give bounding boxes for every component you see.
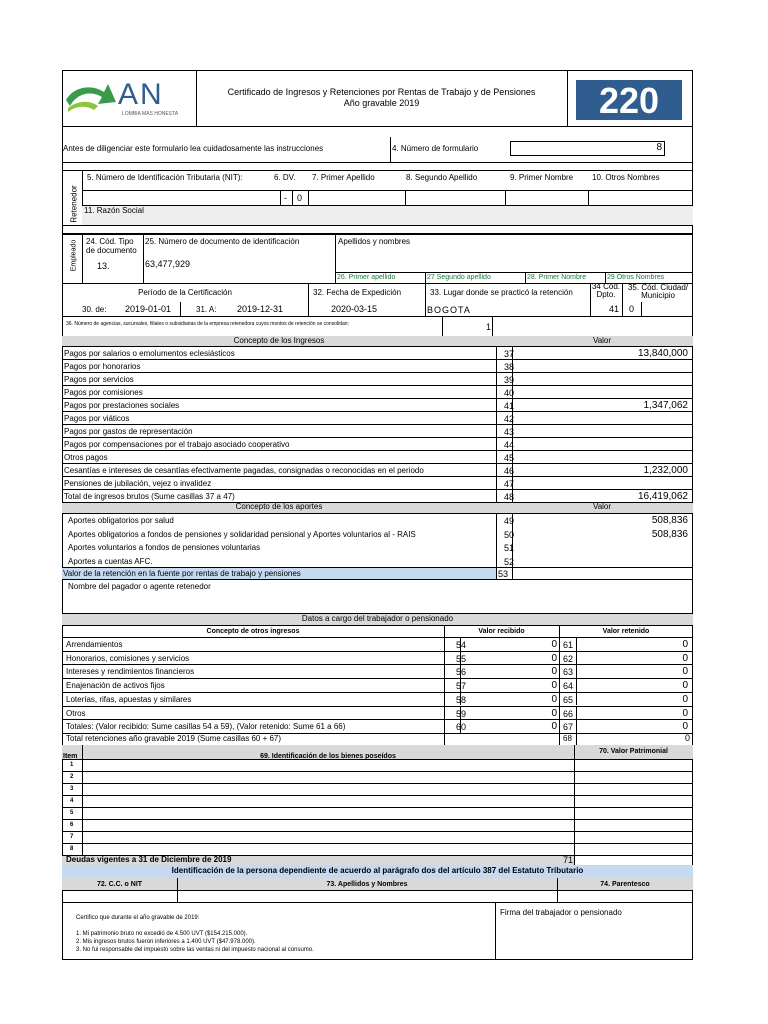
ingreso-row: [62, 385, 692, 398]
aporte-value[interactable]: 508,836: [651, 528, 688, 540]
ingreso-value[interactable]: 1,347,062: [643, 400, 688, 411]
dependiente-cc-header: 72. C.C. o NIT: [96, 881, 143, 888]
otro-ingreso-row: [62, 692, 692, 705]
otro-recibido-num: 59: [455, 708, 466, 719]
bien-row: [62, 759, 692, 771]
dependiente-title: Identificación de la persona dependiente de acuerdo al parágrafo dos del artículo 387 del Estatuto Tributario: [171, 866, 584, 875]
empleado-side-label: Empleado: [70, 239, 78, 272]
dpto-value[interactable]: 41: [609, 304, 620, 314]
ingreso-value[interactable]: 1,232,000: [643, 465, 688, 476]
firma-label: Firma del trabajador o pensionado: [500, 908, 622, 917]
ciudad-label: 35. Cód. Ciudad/ Municipio: [627, 283, 689, 301]
otro-ingreso-row: [62, 651, 692, 664]
ingreso-value[interactable]: 13,840,000: [637, 348, 688, 359]
otro-recibido-num: 56: [455, 667, 466, 678]
tipo-doc-label: 24. Cód. Tipo de documento: [86, 237, 137, 255]
bien-row: [62, 843, 692, 855]
ingreso-value[interactable]: 16,419,062: [637, 491, 688, 502]
dependiente-parentesco-header: 74. Parentesco: [600, 881, 650, 888]
ingresos-valor-header: Valor: [592, 336, 612, 345]
otro-ingreso-label: Totales: (Valor recibido: Sume casillas 54 a 59), (Valor retenido: Sume 61 a 66): [66, 722, 346, 732]
otro-recibido-num: 60: [455, 722, 466, 733]
ingreso-row: [62, 346, 692, 359]
otro-retenido-num: 63: [563, 667, 574, 678]
ingreso-label: Pagos por compensaciones por el trabajo asociado cooperativo: [64, 440, 290, 449]
ingreso-num: 45: [503, 453, 514, 463]
fecha-expedicion-label: 32. Fecha de Expedición: [313, 288, 402, 297]
otro-ingreso-row: [62, 664, 692, 677]
otros-retenido-header: Valor retenido: [602, 628, 650, 635]
aporte-num: 49: [503, 516, 514, 526]
logo-subtitle: LOMBIA MÁS HONESTA: [122, 111, 179, 117]
ingreso-label: Pagos por servicios: [64, 375, 134, 384]
formulario-value: 8: [656, 142, 662, 153]
otros-recibido-header: Valor recibido: [478, 628, 525, 635]
bien-item-num: 1: [70, 762, 74, 768]
ingreso-num: 38: [503, 362, 514, 372]
ingreso-num: 44: [503, 440, 514, 450]
logo-text: AN: [118, 78, 164, 111]
ingreso-label: Otros pagos: [64, 453, 108, 462]
aporte-row: [62, 554, 692, 567]
bien-item-num: 6: [70, 822, 74, 828]
ingreso-row: [62, 372, 692, 385]
form-title: Certificado de Ingresos y Retenciones por Rentas de Trabajo y de Pensiones: [227, 87, 536, 97]
aporte-value[interactable]: 508,836: [651, 515, 688, 526]
otro-recibido-value[interactable]: 0: [551, 707, 557, 719]
otro-recibido-value[interactable]: 0: [551, 693, 557, 705]
bien-item-num: 7: [70, 834, 74, 840]
total-retenciones-label: Total retenciones año gravable 2019 (Sume casillas 60 + 67): [66, 734, 282, 743]
agencias-label: 36. Número de agencias, sucursales, filiales o subsidiarias de la empresa retenedora cuyos montos de retención se consolidan:: [66, 321, 349, 327]
deudas-num: 71: [563, 855, 574, 865]
sub28-label: 28. Primer Nombre: [527, 274, 587, 281]
total-retenciones-value[interactable]: 0: [684, 733, 690, 743]
ingreso-label: Pagos por salarios o emolumentos eclesiásticos: [64, 349, 235, 358]
nit-dash: -: [284, 193, 287, 203]
bien-row: [62, 819, 692, 831]
aporte-num: 51: [503, 543, 514, 553]
otro-recibido-value[interactable]: 0: [551, 666, 557, 678]
otro-retenido-num: 64: [563, 681, 574, 692]
num-doc-value[interactable]: 63,477,929: [145, 259, 191, 269]
otros-concepto-header: Concepto de otros ingresos: [206, 628, 300, 635]
otro-ingreso-row: [62, 706, 692, 719]
certifico-item-1: 1. Mi patrimonio bruto no excedió de 4.500 UVT ($154.215.000).: [76, 931, 248, 937]
aportes-header: Concepto de los aportes: [235, 502, 323, 511]
retenedor-side-label: Retenedor: [69, 185, 79, 223]
ingreso-num: 40: [503, 388, 514, 398]
otro-ingreso-label: Honorarios, comisiones y servicios: [66, 653, 190, 663]
instructions-text: Antes de diligenciar este formulario lea cuidadosamente las instrucciones: [63, 144, 324, 153]
ingreso-label: Pagos por prestaciones sociales: [64, 401, 180, 410]
ingreso-label: Total de ingresos brutos (Sume casillas 37 a 47): [64, 492, 235, 501]
bien-row: [62, 807, 692, 819]
otro-ingreso-label: Otros: [66, 708, 86, 718]
logo: [64, 78, 194, 122]
otro-retenido-value[interactable]: 0: [682, 721, 688, 733]
certifico-item-2: 2. Mis ingresos brutos fueron inferiores a 1.400 UVT ($47.978.000).: [76, 939, 256, 945]
ingreso-row: [62, 463, 692, 476]
certifico-item-3: 3. No fui responsable del impuesto sobre las ventas ni del impuesto nacional al consumo.: [76, 947, 314, 953]
lugar-label: 33. Lugar donde se practicó la retención: [430, 288, 573, 297]
nit-label: 5. Número de Identificación Tributaria (NIT):: [87, 173, 243, 182]
ingreso-label: Pagos por gastos de representación: [64, 427, 193, 436]
bien-row: [62, 783, 692, 795]
aporte-num: 50: [503, 529, 514, 540]
otro-recibido-num: 57: [455, 681, 466, 692]
otro-ingreso-label: Enajenación de activos fijos: [66, 681, 165, 691]
bienes-item-header: Item: [63, 753, 78, 760]
ingreso-num: 42: [503, 414, 514, 424]
tipo-doc-value[interactable]: 13.: [97, 261, 110, 271]
otro-recibido-value[interactable]: 0: [551, 639, 557, 650]
otro-ingreso-label: Arrendamientos: [66, 640, 123, 649]
ingreso-num: 46: [503, 466, 514, 476]
form-number-badge: [576, 80, 682, 120]
retencion-label: Valor de la retención en la fuente por rentas de trabajo y pensiones: [63, 569, 301, 578]
otro-recibido-num: 58: [455, 694, 466, 705]
periodo-de-value[interactable]: 2019-01-01: [125, 304, 172, 314]
formulario-label: 4. Número de formulario: [392, 144, 479, 153]
otro-retenido-num: 61: [563, 640, 574, 650]
ingreso-label: Pagos por comisiones: [64, 388, 143, 397]
pagador-label: Nombre del pagador o agente retenedor: [68, 582, 211, 591]
num-doc-label: 25. Número de documento de identificación: [145, 237, 300, 246]
otro-ingreso-label: Intereses y rendimientos financieros: [66, 667, 195, 677]
otro-ingreso-row: [62, 678, 692, 691]
certifico-intro: Certifico que durante el año gravable de 2019:: [76, 915, 200, 921]
aportes-valor-header: Valor: [592, 502, 612, 511]
bien-item-num: 8: [70, 846, 74, 852]
razon-social-label: 11. Razón Social: [84, 206, 144, 215]
ingreso-num: 41: [503, 401, 514, 411]
periodo-a-value[interactable]: 2019-12-31: [237, 304, 284, 314]
agencias-value[interactable]: 1: [486, 322, 492, 332]
dv-value[interactable]: 0: [297, 193, 303, 203]
bienes-valor-header: 70. Valor Patrimonial: [599, 748, 668, 755]
otro-retenido-num: 66: [563, 708, 574, 719]
otro-ingreso-row: [62, 719, 692, 732]
ingreso-row: [62, 476, 692, 489]
otro-recibido-num: 54: [455, 640, 466, 650]
apellido1-label: 7. Primer Apellido: [312, 173, 375, 182]
bien-item-num: 5: [70, 810, 74, 816]
form-number: 220: [598, 80, 660, 121]
otro-retenido-value[interactable]: 0: [682, 652, 688, 664]
apellido2-label: 8. Segundo Apellido: [406, 173, 478, 182]
aporte-label: Aportes voluntarios a fondos de pensiones voluntarias: [68, 543, 261, 552]
deudas-label: Deudas vigentes a 31 de Diciembre de 2019: [66, 855, 232, 864]
dv-label: 6. DV.: [274, 173, 296, 182]
aporte-label: Aportes a cuentas AFC.: [68, 556, 153, 566]
ingreso-row: [62, 398, 692, 411]
aporte-row: [62, 513, 692, 526]
aporte-label: Aportes obligatorios a fondos de pensiones y solidaridad pensional y Aportes voluntarios al - RAIS: [68, 529, 416, 539]
otro-retenido-num: 67: [563, 722, 574, 733]
periodo-de-label: 30. de:: [82, 305, 107, 314]
dpto-label: 34 Cód. Dpto.: [591, 282, 621, 300]
bien-item-num: 3: [70, 786, 74, 792]
ingreso-num: 43: [503, 427, 514, 437]
bien-item-num: 2: [70, 774, 74, 780]
sub26-label: 26. Primer apellido: [337, 274, 396, 281]
sub29-label: 29 Otros Nombres: [607, 274, 665, 281]
otro-retenido-num: 62: [563, 653, 574, 664]
otro-ingreso-label: Loterías, rifas, apuestas y similares: [66, 694, 192, 704]
ingreso-label: Pagos por viáticos: [64, 414, 130, 423]
ingreso-row: [62, 424, 692, 437]
sub27-label: 27 Segundo apellido: [427, 274, 491, 281]
ciudad-value[interactable]: 0: [629, 304, 635, 314]
otro-retenido-num: 65: [563, 694, 574, 705]
otro-recibido-value[interactable]: 0: [551, 721, 557, 733]
ingreso-row: [62, 411, 692, 424]
periodo-a-label: 31. A:: [196, 305, 217, 314]
retencion-num: 53: [498, 569, 509, 579]
bien-row: [62, 795, 692, 807]
ingreso-label: Cesantías e intereses de cesantías efectivamente pagadas, consignadas o reconocidas en el periodo: [64, 466, 424, 475]
bien-row: [62, 771, 692, 783]
ingreso-num: 37: [503, 349, 514, 359]
ingreso-row: [62, 489, 692, 502]
otros-section-title: Datos a cargo del trabajador o pensionado: [301, 614, 454, 623]
aporte-num: 52: [503, 556, 514, 567]
periodo-label: Período de la Certificación: [138, 288, 232, 297]
form-year: Año gravable 2019: [343, 98, 420, 108]
nombres-label: Apellidos y nombres: [338, 237, 411, 246]
aporte-label: Aportes obligatorios por salud: [68, 516, 174, 525]
otro-retenido-value[interactable]: 0: [682, 666, 688, 678]
otro-retenido-value[interactable]: 0: [682, 707, 688, 719]
lugar-value[interactable]: BOGOTA: [427, 305, 471, 315]
bien-item-num: 4: [70, 798, 74, 804]
bienes-ident-header: 69. Identificación de los bienes poseídos: [260, 753, 396, 760]
ingreso-row: [62, 437, 692, 450]
ingreso-num: 39: [503, 375, 514, 385]
otro-ingreso-row: [62, 637, 692, 650]
otro-retenido-value[interactable]: 0: [682, 639, 688, 650]
otro-retenido-value[interactable]: 0: [682, 693, 688, 705]
otro-retenido-value[interactable]: 0: [682, 680, 688, 692]
total-retenciones-num: 68: [563, 734, 572, 743]
fecha-expedicion-value[interactable]: 2020-03-15: [331, 304, 378, 314]
ingreso-num: 48: [503, 492, 514, 502]
ingresos-header: Concepto de los Ingresos: [233, 336, 325, 345]
otros-nombres-label: 10. Otros Nombres: [592, 173, 660, 182]
ingreso-label: Pensiones de jubilación, vejez o invalidez: [64, 479, 212, 488]
otro-recibido-value[interactable]: 0: [551, 652, 557, 664]
aporte-row: [62, 527, 692, 540]
ingreso-num: 47: [503, 479, 514, 489]
bien-row: [62, 831, 692, 843]
otro-recibido-num: 55: [455, 653, 466, 664]
ingreso-row: [62, 359, 692, 372]
dependiente-nombres-header: 73. Apellidos y Nombres: [326, 881, 408, 888]
aporte-row: [62, 540, 692, 553]
nombre1-label: 9. Primer Nombre: [510, 173, 574, 182]
ingreso-label: Pagos por honorarios: [64, 362, 141, 371]
ingreso-row: [62, 450, 692, 463]
otro-recibido-value[interactable]: 0: [551, 680, 557, 692]
